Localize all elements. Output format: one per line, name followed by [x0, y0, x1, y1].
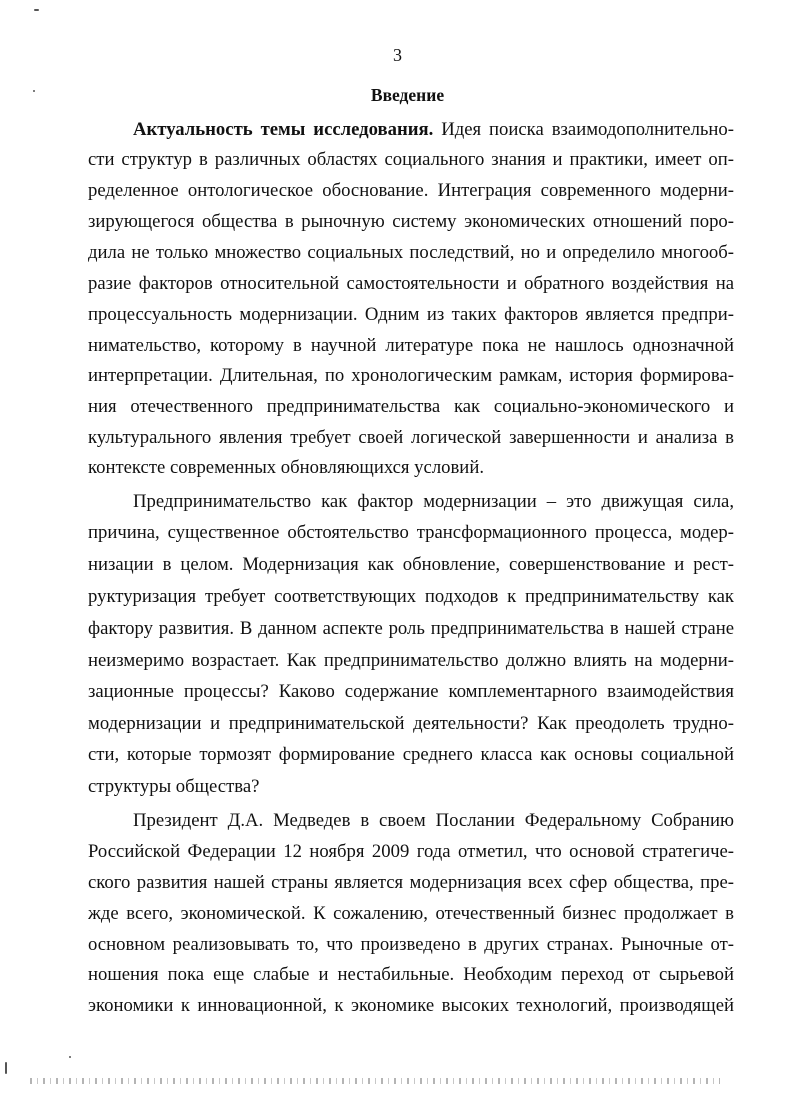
paragraph-line: фактору развития. В данном аспекте роль предпринимательства в нашей стране [88, 618, 734, 639]
paragraph-line: Российской Федерации 12 ноября 2009 года отметил, что основой стратегиче- [88, 841, 734, 862]
paragraph-line: основном реализовывать то, что произведено в других странах. Рыночные от- [88, 934, 734, 955]
scan-speck [69, 1056, 71, 1058]
paragraph-line: Президент Д.А. Медведев в своем Послании Федеральному Собранию [133, 810, 734, 831]
paragraph-line: модернизации и предпринимательской деятельности? Как преодолеть трудно- [88, 713, 734, 734]
paragraph-line: ния отечественного предпринимательства как социально-экономического и [88, 396, 734, 417]
paragraph-line: разие факторов относительной самостоятельности и обратного воздействия на [88, 273, 734, 294]
paragraph-line: ского развития нашей страны является модернизация всех сфер общества, пре- [88, 872, 734, 893]
paragraph-line: Предпринимательство как фактор модернизации – это движущая сила, [133, 491, 734, 512]
page-number: 3 [393, 45, 402, 65]
paragraph-line: низации в целом. Модернизация как обновление, совершенствование и рест- [88, 554, 734, 575]
paragraph-line: ношения пока еще слабые и нестабильные. Необходим переход от сырьевой [88, 964, 734, 985]
paragraph-line: Актуальность темы исследования. Идея поиска взаимодополнительно- [133, 119, 734, 140]
paragraph-line: зирующегося общества в рыночную систему экономических отношений поро- [88, 211, 734, 232]
paragraph-line: экономики к инновационной, к экономике высоких технологий, производящей [88, 995, 734, 1016]
paragraph-line: сти, которые тормозят формирование среднего класса как основы социальной [88, 744, 734, 765]
paragraph-line: ределенное онтологическое обоснование. Интеграция современного модерни- [88, 180, 734, 201]
paragraph-line: причина, существенное обстоятельство трансформационного процесса, модер- [88, 522, 734, 543]
paragraph-line: жде всего, экономической. К сожалению, отечественный бизнес продолжает в [88, 903, 734, 924]
paragraph-line: контексте современных обновляющихся условий. [88, 457, 484, 478]
paragraph-line: зационные процессы? Каково содержание комплементарного взаимодействия [88, 681, 734, 702]
paragraph-line: культурального явления требует своей логической завершенности и анализа в [88, 427, 734, 448]
scan-speck [34, 9, 39, 11]
paragraph-line: руктуризация требует соответствующих подходов к предпринимательству как [88, 586, 734, 607]
paragraph-line: сти структур в различных областях социального знания и практики, имеет оп- [88, 149, 734, 170]
paragraph-lead: Актуальность темы исследования. [133, 119, 434, 140]
paragraph-line: дила не только множество социальных последствий, но и определило многооб- [88, 242, 734, 263]
paragraph-line: неизмеримо возрастает. Как предпринимательство должно влиять на модерни- [88, 650, 734, 671]
paragraph-line: интерпретации. Длительная, по хронологическим рамкам, история формирова- [88, 365, 734, 386]
paragraph-line: нимательство, которому в научной литературе пока не нашлось однозначной [88, 335, 734, 356]
scan-noise [30, 1078, 720, 1084]
scan-speck [5, 1062, 7, 1074]
paragraph-line: процессуальность модернизации. Одним из таких факторов является предпри- [88, 304, 734, 325]
section-title: Введение [370, 85, 445, 105]
paragraph-line: структуры общества? [88, 776, 260, 797]
